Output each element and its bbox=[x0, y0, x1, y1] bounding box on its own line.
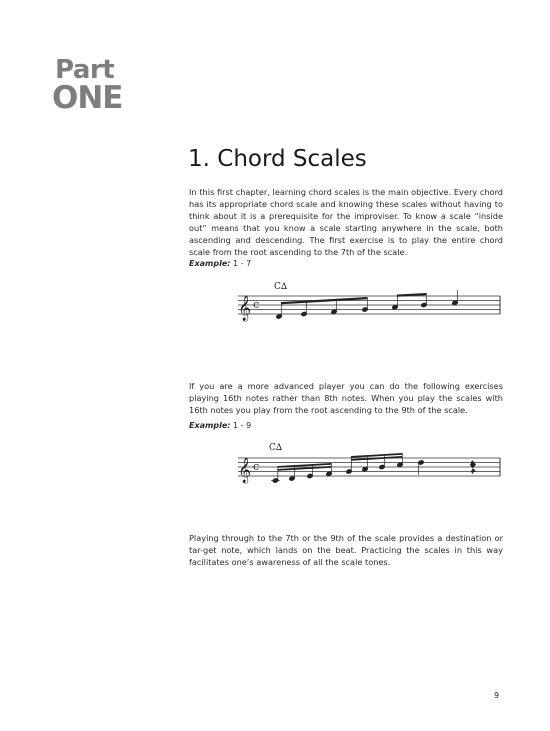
closing-paragraph: Playing through to the 7th or the 9th of the scale provides a destination or tar-get note, which lands on the beat. Practicing the scales in this way facilitates one’s awareness of all the scale tones. bbox=[189, 533, 503, 567]
music-staff-example-2 bbox=[234, 438, 506, 490]
page-number: 9 bbox=[494, 691, 500, 700]
staff-lines bbox=[238, 296, 500, 314]
example-label-text: Example: bbox=[189, 421, 231, 430]
music-staff-example-1 bbox=[234, 276, 506, 328]
example-label-2 bbox=[189, 420, 251, 431]
treble-clef-icon: 𝄞 bbox=[238, 296, 252, 321]
advanced-paragraph: If you are a more advanced player you can do the following exercises playing 16th notes rather than 8th notes. When you play the scales with 16th notes you play from the root ascending to the 9th of the scale. bbox=[189, 381, 503, 415]
intro-paragraph: In this first chapter, learning chord scales is the main objective. Every chord has its appropriate chord scale and knowing these scales without having to think about it is a prerequisite for the improviser. To know a scale “inside out” means that you know a scale starting anywhere in the scale, both ascending and descending. The first exercise is to play the entire chord scale from the root ascending to the 7th of the scale. bbox=[189, 187, 503, 257]
note-group-2 bbox=[392, 293, 427, 310]
treble-clef-icon: 𝄞 bbox=[238, 458, 252, 483]
quarter-note bbox=[418, 460, 424, 475]
common-time-icon: c bbox=[253, 298, 260, 311]
example-range: 1 - 9 bbox=[233, 421, 252, 430]
staff-lines bbox=[238, 458, 500, 476]
chord-symbol: C∆ bbox=[274, 282, 288, 292]
common-time-icon: c bbox=[253, 460, 260, 473]
example-label-1 bbox=[189, 258, 251, 269]
chord-symbol: C∆ bbox=[269, 443, 283, 453]
part-label: Part bbox=[55, 55, 115, 85]
part-number: ONE bbox=[52, 80, 123, 116]
example-range: 1 - 7 bbox=[233, 259, 252, 268]
note-group-16th-2 bbox=[346, 453, 403, 474]
quarter-note bbox=[452, 290, 458, 305]
chapter-title: 1. Chord Scales bbox=[188, 146, 367, 172]
example-label-text: Example: bbox=[189, 259, 231, 268]
note-group-16th-1 bbox=[272, 463, 332, 483]
